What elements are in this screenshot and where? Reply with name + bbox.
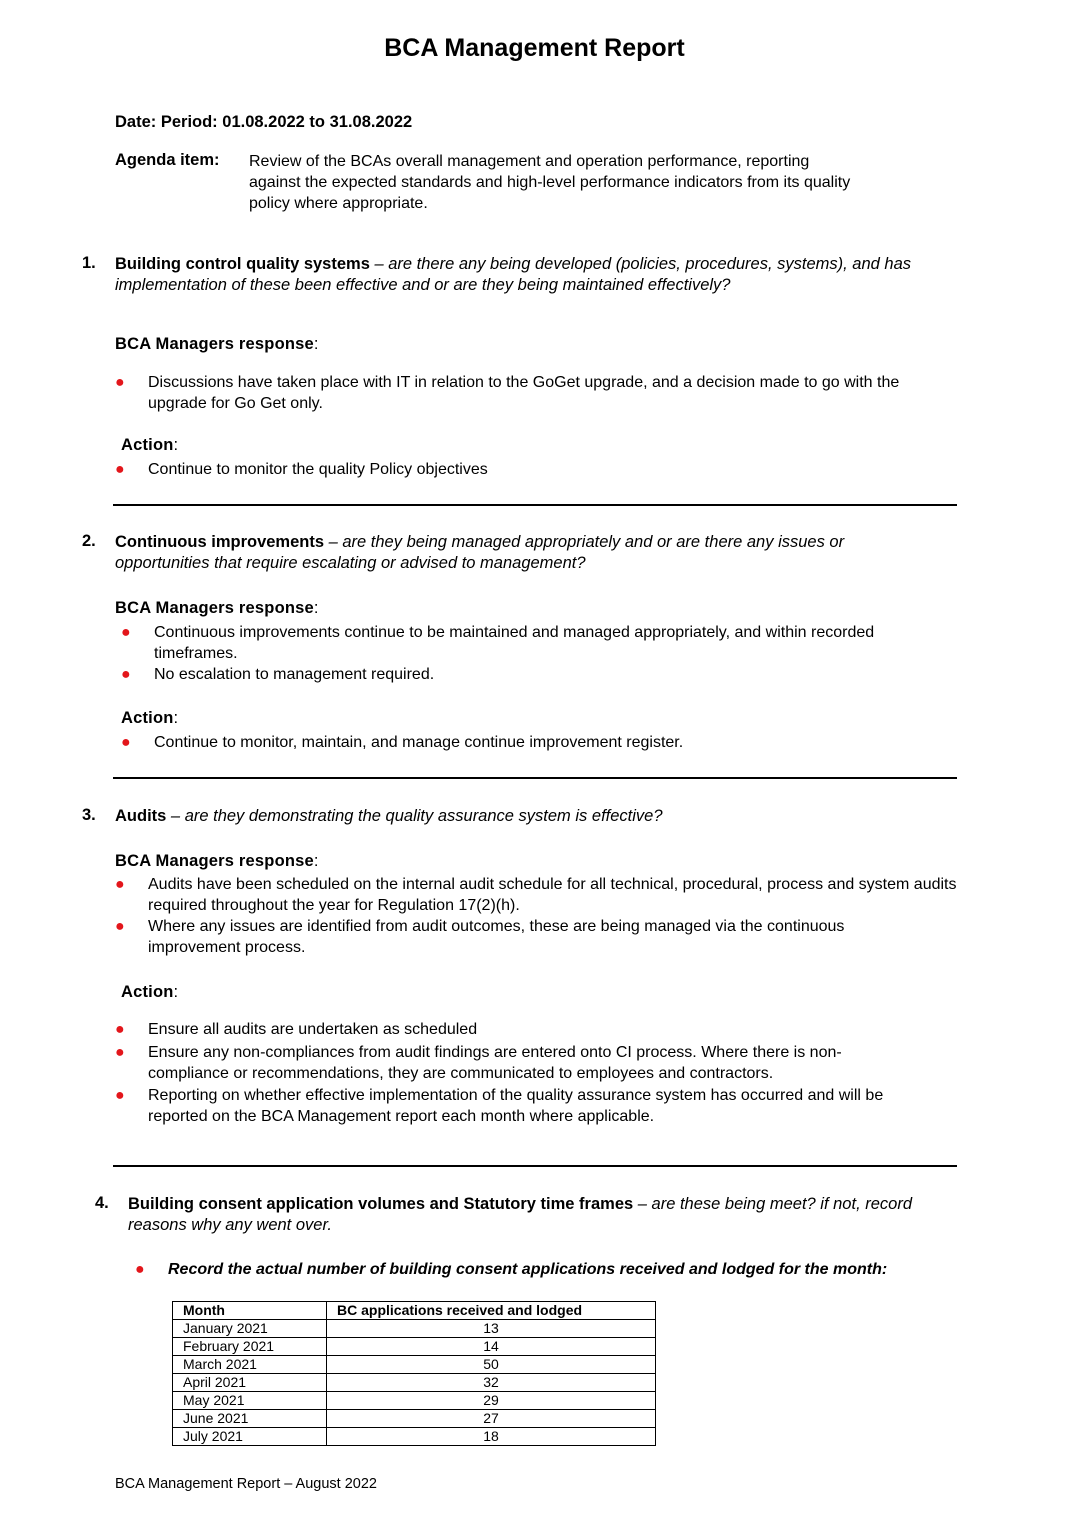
- action-label-text: Action: [121, 709, 174, 727]
- section-3-action-label: [121, 983, 178, 1002]
- response-label-text: BCA Managers response: [115, 335, 314, 353]
- bullet-icon: ●: [115, 1044, 125, 1061]
- section-divider: [113, 504, 957, 506]
- section-1-number: 1.: [82, 254, 96, 272]
- table-row: [173, 1392, 656, 1410]
- month-cell: January 2021: [173, 1320, 327, 1338]
- section-1-question: – are there any being developed (policies, procedures, systems), and has implementation of these been effective and or are they being maintained effectively?: [115, 255, 912, 294]
- count-cell: 29: [327, 1392, 656, 1410]
- bullet-icon: ●: [121, 666, 131, 683]
- report-period: Date: Period: 01.08.2022 to 31.08.2022: [115, 113, 413, 131]
- count-cell: 13: [327, 1320, 656, 1338]
- page-footer: BCA Management Report – August 2022: [115, 1476, 377, 1492]
- section-2-question: – are they being managed appropriately and or are there any issues or opportunities that require escalating or advised to management?: [115, 533, 845, 572]
- section-2-action-1: Continue to monitor, maintain, and manage continue improvement register.: [154, 734, 684, 751]
- column-header: Month: [173, 1302, 327, 1320]
- response-label-text: BCA Managers response: [115, 599, 314, 617]
- table-row: [173, 1410, 656, 1428]
- table-row: [173, 1356, 656, 1374]
- section-3-title: Audits: [115, 807, 167, 825]
- colon: :: [313, 852, 319, 870]
- action-label-text: Action: [121, 983, 174, 1001]
- bullet-icon: ●: [135, 1261, 145, 1278]
- count-cell: 32: [327, 1374, 656, 1392]
- section-1-title: Building control quality systems: [115, 255, 370, 273]
- month-cell: July 2021: [173, 1428, 327, 1446]
- section-3-heading: [115, 806, 915, 827]
- agenda-label: Agenda item:: [115, 151, 220, 169]
- section-3-action-2: Ensure any non-compliances from audit findings are entered onto CI process. Where there is non-compliance or recommendations, they are communicated to employees and contractors.: [148, 1044, 842, 1082]
- section-2-number: 2.: [82, 532, 96, 550]
- action-label-text: Action: [121, 436, 174, 454]
- record-instruction: Record the actual number of building consent applications received and lodged for the month:: [168, 1261, 888, 1278]
- section-1-response-label: [115, 335, 319, 354]
- section-4-question: – are these being meet? if not, record reasons why any went over.: [128, 1195, 913, 1234]
- count-cell: 50: [327, 1356, 656, 1374]
- volume-table: [172, 1301, 656, 1446]
- month-cell: May 2021: [173, 1392, 327, 1410]
- section-1-action-1: Continue to monitor the quality Policy objectives: [148, 461, 488, 478]
- table-row: [173, 1374, 656, 1392]
- section-divider: [113, 777, 957, 779]
- bullet-icon: ●: [121, 734, 131, 751]
- section-4-title: Building consent application volumes and Statutory time frames: [128, 1195, 634, 1213]
- bullet-icon: ●: [115, 918, 125, 935]
- section-1-action-label: [121, 436, 178, 455]
- section-1-response-1: Discussions have taken place with IT in relation to the GoGet upgrade, and a decision made to go with the upgrade for Go Get only.: [148, 374, 900, 412]
- count-cell: 18: [327, 1428, 656, 1446]
- column-header: BC applications received and lodged: [327, 1302, 656, 1320]
- section-2-response-2: No escalation to management required.: [154, 666, 435, 683]
- count-cell: 14: [327, 1338, 656, 1356]
- agenda-text: Review of the BCAs overall management and operation performance, reporting against the expected standards and high-level performance indicators from its quality policy where appropriate.: [249, 153, 851, 212]
- section-divider: [113, 1165, 957, 1167]
- section-2-title: Continuous improvements: [115, 533, 325, 551]
- month-cell: April 2021: [173, 1374, 327, 1392]
- section-3-response-1: Audits have been scheduled on the internal audit schedule for all technical, procedural, process and system audits required throughout the year for Regulation 17(2)(h).: [148, 876, 957, 914]
- section-2-response-1: Continuous improvements continue to be maintained and managed appropriately, and within recorded timeframes.: [154, 624, 875, 662]
- response-label-text: BCA Managers response: [115, 852, 314, 870]
- section-1-heading: [115, 254, 965, 296]
- month-cell: February 2021: [173, 1338, 327, 1356]
- month-cell: March 2021: [173, 1356, 327, 1374]
- colon: :: [313, 599, 319, 617]
- bullet-icon: ●: [115, 1021, 125, 1038]
- section-3-action-3: Reporting on whether effective implementation of the quality assurance system has occurred and will be reported on the BCA Management report each month where applicable.: [148, 1087, 884, 1125]
- count-cell: 27: [327, 1410, 656, 1428]
- section-3-number: 3.: [82, 806, 96, 824]
- bullet-icon: ●: [115, 1087, 125, 1104]
- colon: :: [313, 335, 319, 353]
- bullet-icon: ●: [115, 374, 125, 391]
- bullet-icon: ●: [115, 876, 125, 893]
- section-3-response-label: [115, 852, 319, 871]
- section-2-response-label: [115, 599, 319, 618]
- table-row: [173, 1428, 656, 1446]
- colon: :: [173, 436, 179, 454]
- table-row: [173, 1338, 656, 1356]
- section-4-heading: [128, 1194, 958, 1236]
- section-2-action-label: [121, 709, 178, 728]
- page-title: BCA Management Report: [384, 34, 685, 62]
- bullet-icon: ●: [121, 624, 131, 641]
- section-4-number: 4.: [95, 1194, 109, 1212]
- colon: :: [173, 709, 179, 727]
- section-3-action-1: Ensure all audits are undertaken as scheduled: [148, 1021, 478, 1038]
- table-row: [173, 1320, 656, 1338]
- section-3-question: – are they demonstrating the quality assurance system is effective?: [166, 807, 663, 825]
- section-2-heading: [115, 532, 905, 574]
- colon: :: [173, 983, 179, 1001]
- table-header-row: [173, 1302, 656, 1320]
- bullet-icon: ●: [115, 461, 125, 478]
- month-cell: June 2021: [173, 1410, 327, 1428]
- section-3-response-2: Where any issues are identified from audit outcomes, these are being managed via the continuous improvement process.: [148, 918, 845, 956]
